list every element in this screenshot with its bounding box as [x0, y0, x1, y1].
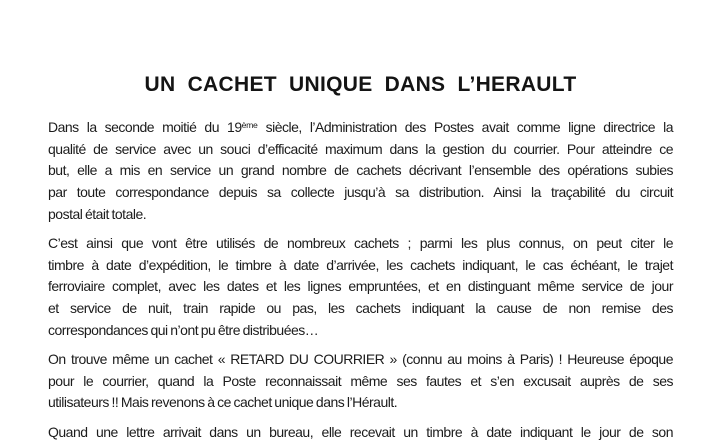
text-line: but, elle a mis en service un grand nombre de cachets décrivant l’ensemble des opérations subies	[48, 162, 673, 179]
paragraph-3	[48, 349, 673, 414]
text-segment: Dans la seconde moitié du 19	[48, 119, 242, 135]
text-line: ferroviaire complet, avec les dates et les lignes empruntées, et en distinguant même service de jour	[48, 278, 673, 295]
document-title: UN CACHET UNIQUE DANS L’HERAULT	[144, 73, 577, 96]
text-line: et service de nuit, train rapide ou pas, les cachets indiquant la cause de non remise des	[48, 300, 673, 317]
text-line: qualité de service avec un souci d’efficacité maximum dans la gestion du courrier. Pour atteindre ce	[48, 140, 673, 157]
text-line	[48, 117, 673, 139]
text-line: Quand une lettre arrivait dans un bureau, elle recevait un timbre à date indiquant le jour de son	[48, 423, 673, 440]
text-line: par toute correspondance depuis sa collecte jusqu’à sa distribution. Ainsi la traçabilité du circuit	[48, 184, 673, 201]
text-line: utilisateurs !! Mais revenons à ce cachet unique dans l’Hérault.	[48, 394, 398, 411]
text-line: On trouve même un cachet « RETARD DU COURRIER » (connu au moins à Paris) ! Heureuse époque	[48, 351, 673, 368]
text-line: pour le courrier, quand la Poste reconnaissait même ses fautes et s’en excusait auprès de ses	[48, 372, 673, 389]
text-segment: siècle, l’Administration des Postes avait comme ligne directrice la	[257, 119, 673, 135]
text-line: postal était totale.	[48, 205, 147, 222]
paragraph-1	[48, 117, 673, 226]
superscript-ordinal: ème	[241, 120, 258, 131]
text-line: correspondances qui n’ont pu être distribuées…	[48, 321, 319, 338]
text-line: timbre à date d’expédition, le timbre à date d’arrivée, les cachets indiquant, le cas échéant, le trajet	[48, 256, 673, 273]
paragraph-4	[48, 422, 673, 443]
paragraph-2	[48, 233, 673, 342]
text-line: C’est ainsi que vont être utilisés de nombreux cachets ; parmi les plus connus, on peut citer le	[48, 235, 673, 252]
